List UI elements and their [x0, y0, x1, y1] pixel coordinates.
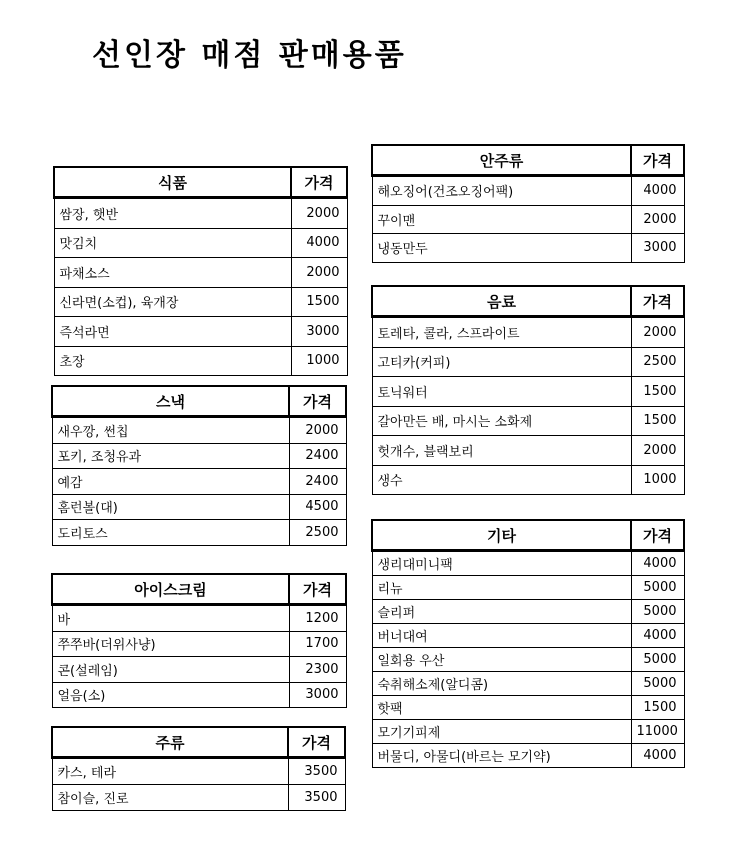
item-name: 홈런볼(대)	[52, 494, 289, 520]
etc-table	[371, 519, 685, 768]
item-price: 2000	[291, 198, 347, 229]
item-price: 2300	[289, 657, 346, 683]
item-price: 1500	[631, 377, 684, 407]
table-row	[372, 551, 684, 576]
item-name: 토레타, 콜라, 스프라이트	[372, 317, 631, 348]
item-name: 모기기피제	[372, 720, 631, 744]
item-name: 쌈장, 햇반	[54, 198, 291, 229]
table-row	[52, 605, 346, 632]
category-header: 식품	[54, 167, 291, 198]
table-header-row	[52, 727, 345, 758]
category-header: 주류	[52, 727, 288, 758]
table-row	[52, 443, 346, 469]
price-column-header: 가격	[288, 727, 345, 758]
category-header: 아이스크림	[52, 574, 289, 605]
table-row	[52, 758, 345, 785]
item-price: 5000	[631, 600, 684, 624]
table-row	[372, 406, 684, 436]
liquor-table	[51, 726, 346, 811]
item-name: 숙취해소제(알디콤)	[372, 672, 631, 696]
table-row	[54, 228, 347, 258]
item-price: 1700	[289, 631, 346, 657]
item-name: 슬리퍼	[372, 600, 631, 624]
table-row	[372, 436, 684, 466]
item-name: 생수	[372, 465, 631, 495]
table-row	[372, 744, 684, 768]
item-name: 카스, 테라	[52, 758, 288, 785]
item-price: 1500	[631, 696, 684, 720]
table-row	[372, 624, 684, 648]
item-name: 신라면(소컵), 육개장	[54, 287, 291, 317]
item-price: 2000	[291, 258, 347, 288]
item-name: 일회용 우산	[372, 648, 631, 672]
item-name: 파채소스	[54, 258, 291, 288]
item-price: 1500	[631, 406, 684, 436]
table-row	[372, 696, 684, 720]
item-name: 참이슬, 진로	[52, 785, 288, 811]
item-price: 4000	[631, 176, 684, 206]
table-row	[372, 576, 684, 600]
item-price: 3000	[289, 682, 346, 708]
item-name: 맛김치	[54, 228, 291, 258]
item-price: 11000	[631, 720, 684, 744]
item-name: 고티카(커피)	[372, 347, 631, 377]
item-price: 5000	[631, 672, 684, 696]
item-name: 콘(설레임)	[52, 657, 289, 683]
item-price: 4000	[631, 551, 684, 576]
icecream-table	[51, 573, 347, 708]
category-header: 스낵	[52, 386, 289, 417]
item-price: 1200	[289, 605, 346, 632]
item-price: 4000	[291, 228, 347, 258]
drinks-table	[371, 285, 685, 495]
table-header-row	[372, 520, 684, 551]
table-row	[372, 377, 684, 407]
table-row	[372, 720, 684, 744]
snacks-for-drinks-table	[371, 144, 685, 263]
table-row	[372, 234, 684, 263]
price-column-header: 가격	[291, 167, 347, 198]
item-name: 도리토스	[52, 520, 289, 546]
item-price: 3500	[288, 785, 345, 811]
item-price: 2400	[289, 443, 346, 469]
price-column-header: 가격	[289, 574, 346, 605]
category-header: 기타	[372, 520, 631, 551]
item-price: 2000	[631, 436, 684, 466]
item-price: 1500	[291, 287, 347, 317]
price-column-header: 가격	[631, 286, 684, 317]
item-name: 바	[52, 605, 289, 632]
snack-table	[51, 385, 347, 546]
table-row	[52, 785, 345, 811]
table-row	[54, 287, 347, 317]
item-name: 버물디, 아물디(바르는 모기약)	[372, 744, 631, 768]
item-name: 꾸이맨	[372, 205, 631, 234]
item-name: 리뉴	[372, 576, 631, 600]
table-row	[54, 317, 347, 347]
food-table	[53, 166, 348, 376]
table-row	[52, 494, 346, 520]
item-name: 초장	[54, 346, 291, 376]
item-name: 즉석라면	[54, 317, 291, 347]
table-header-row	[52, 386, 346, 417]
table-row	[52, 631, 346, 657]
item-price: 4000	[631, 744, 684, 768]
item-price: 2000	[631, 205, 684, 234]
item-price: 3000	[291, 317, 347, 347]
item-name: 갈아만든 배, 마시는 소화제	[372, 406, 631, 436]
item-price: 1000	[291, 346, 347, 376]
item-name: 생리대미니팩	[372, 551, 631, 576]
table-row	[372, 176, 684, 206]
table-header-row	[372, 286, 684, 317]
table-header-row	[372, 145, 684, 176]
table-row	[52, 417, 346, 444]
item-name: 예감	[52, 469, 289, 495]
table-row	[372, 648, 684, 672]
table-header-row	[52, 574, 346, 605]
item-price: 2000	[289, 417, 346, 444]
table-row	[52, 657, 346, 683]
table-row	[372, 317, 684, 348]
item-price: 2500	[631, 347, 684, 377]
table-row	[372, 205, 684, 234]
item-name: 냉동만두	[372, 234, 631, 263]
item-name: 해오징어(건조오징어팩)	[372, 176, 631, 206]
item-price: 2000	[631, 317, 684, 348]
page-title: 선인장 매점 판매용품	[92, 38, 407, 73]
table-row	[372, 347, 684, 377]
item-price: 3500	[288, 758, 345, 785]
price-column-header: 가격	[631, 520, 684, 551]
item-name: 쭈쭈바(더위사냥)	[52, 631, 289, 657]
category-header: 안주류	[372, 145, 631, 176]
item-name: 버너대여	[372, 624, 631, 648]
table-header-row	[54, 167, 347, 198]
item-price: 2500	[289, 520, 346, 546]
table-row	[54, 258, 347, 288]
table-row	[52, 520, 346, 546]
item-name: 새우깡, 썬칩	[52, 417, 289, 444]
category-header: 음료	[372, 286, 631, 317]
item-name: 얼음(소)	[52, 682, 289, 708]
item-name: 헛개수, 블랙보리	[372, 436, 631, 466]
item-price: 3000	[631, 234, 684, 263]
table-row	[54, 198, 347, 229]
table-row	[372, 600, 684, 624]
item-price: 2400	[289, 469, 346, 495]
item-price: 4500	[289, 494, 346, 520]
item-name: 핫팩	[372, 696, 631, 720]
price-column-header: 가격	[631, 145, 684, 176]
item-price: 5000	[631, 576, 684, 600]
table-row	[372, 465, 684, 495]
item-name: 포키, 조청유과	[52, 443, 289, 469]
item-price: 4000	[631, 624, 684, 648]
table-row	[52, 469, 346, 495]
item-price: 5000	[631, 648, 684, 672]
table-row	[52, 682, 346, 708]
price-column-header: 가격	[289, 386, 346, 417]
table-row	[54, 346, 347, 376]
item-name: 토닉워터	[372, 377, 631, 407]
item-price: 1000	[631, 465, 684, 495]
table-row	[372, 672, 684, 696]
